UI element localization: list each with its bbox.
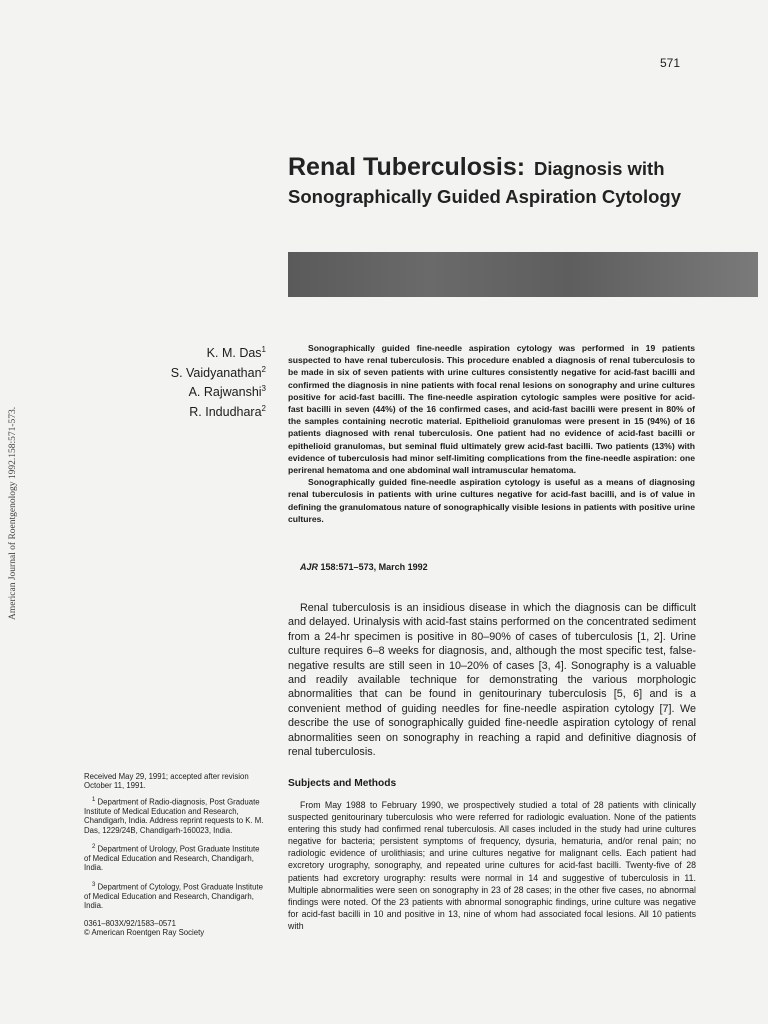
author: S. Vaidyanathan$^2$ — [170, 364, 266, 380]
methods-paragraph: From May 1988 to February 1990, we prospectively studied a total of 28 patients with clinically suspected genitourinary tuberculosis who were referred for radiologic evaluation. None of the patients entering this study had confirmed renal tuberculosis. All cases included in the study had urine cultures negative for bacteria; persistent symptoms of frequency, dysuria, hematuria, and/or renal pain; no radiologic evidence of urolithiasis; and urine cultures negative for malignant cells. Each patient had excretory urography, sonography, and repeated urine cultures for acid-fast bacilli. Twenty-five of 28 patients had excretory urography: results were normal in 14 and suggestive of tuberculosis in 11. Multiple abnormalities were seen on sonography in 23 of 28 cases; in the other five cases, no abnormal findings were noted. Of the 23 patients with abnormal sonographic findings, urine culture was negative for acid-fast bacilli in 10 and positive in 13, nine of whom had associated focal lesions. All 10 patients with — [288, 800, 696, 931]
footnotes — [84, 772, 266, 937]
author-list — [120, 342, 266, 421]
copyright: © American Roentgen Ray Society — [84, 928, 205, 938]
title-band — [288, 252, 758, 297]
section-heading-methods: Subjects and Methods — [288, 778, 397, 789]
journal-abbrev: AJR — [300, 562, 319, 572]
article-title — [288, 146, 708, 208]
abstract-paragraph: Sonographically guided fine-needle aspiration cytology was performed in 19 patients suspected to have renal tuberculosis. This procedure enabled a diagnosis of renal tuberculosis to be made in six of seven patients with urine cultures consistently negative for acid-fast bacilli and confirmed the diagnosis in nine patients with focal renal lesions on sonography and urine cultures positive for acid-fast bacilli. The fine-needle aspiration cytologic samples were positive for acid-fast bacilli in seven (44%) of the 16 confirmed cases, and acid-fast bacilli were present in 80% of the samples containing necrotic material. Epithelioid granulomas were present in 15 (94%) of 16 patients diagnosed with renal tuberculosis. One patient had no evidence of acid-fast bacilli or epithelioid granulomas, but seminal fluid ultimately grew acid-fast bacilli. Two patients (13%) with evidence of tuberculosis had minor self-limiting complications from the fine-needle aspiration: one perirenal hematoma and one abdominal wall intramuscular hematoma. — [288, 343, 695, 476]
introduction-paragraph: Renal tuberculosis is an insidious disease in which the diagnosis can be difficult and delayed. Urinalysis with acid-fast stains performed on the concentrated sediment from a 24-hr specimen is positive in 80–90% of cases of tuberculosis [1, 2]. Urine culture requires 6–8 weeks for diagnosis, and, although the most specific test, false-negative results are still seen in 10–20% of cases [3, 4]. Sonography is a valuable and readily available technique for demonstrating the various morphologic abnormalities that can be found in genitourinary tuberculosis [5, 6] and is a convenient method of guiding needles for fine-needle aspiration cytology [7]. We describe the use of sonographically guided fine-needle aspiration cytology of renal abnormalities seen on sonography in reaching a rapid and definitive diagnosis of renal tuberculosis. — [288, 602, 696, 759]
side-citation: American Journal of Roentgenology 1992.158:571-573. — [8, 406, 18, 620]
title-main: Renal Tuberculosis: — [288, 153, 526, 181]
article-code: 0361–803X/92/1583–0571 — [84, 918, 176, 928]
journal-citation — [300, 562, 428, 572]
title-subtitle-rest: Sonographically Guided Aspiration Cytology — [288, 185, 681, 207]
journal-volume-pages: 158:571–573, March 1992 — [320, 562, 428, 572]
title-subtitle-start: Diagnosis with — [533, 158, 665, 179]
page-number: 571 — [659, 56, 680, 70]
author: K. M. Das$^1$ — [206, 345, 266, 361]
abstract-paragraph: Sonographically guided fine-needle aspiration cytology is useful as a means of diagnosing renal tuberculosis in patients with urine cultures negative for acid-fast bacilli, and is of value in defining the granulomatous nature of sonographically visible lesions in patients with positive urine cultures. — [288, 477, 695, 524]
affiliation-footnote: $^2$ Department of Urology, Post Graduate Institute of Medical Education and Research, Chandigarh, India. — [84, 844, 260, 873]
author: R. Indudhara$^2$ — [189, 403, 266, 420]
affiliation-footnote: $^3$ Department of Cytology, Post Graduate Institute of Medical Education and Research, Chandigarh, India. — [84, 881, 263, 911]
author: A. Rajwanshi$^3$ — [188, 384, 266, 400]
received-date: Received May 29, 1991; accepted after revision October 11, 1991. — [84, 772, 249, 791]
abstract — [288, 342, 695, 525]
affiliation-footnote: $^1$ Department of Radio-diagnosis, Post Graduate Institute of Medical Education and Research, Chandigarh, India. Address reprint requests to K. M. Das, 1229/24B, Chandigarh-160023, India. — [84, 796, 264, 835]
